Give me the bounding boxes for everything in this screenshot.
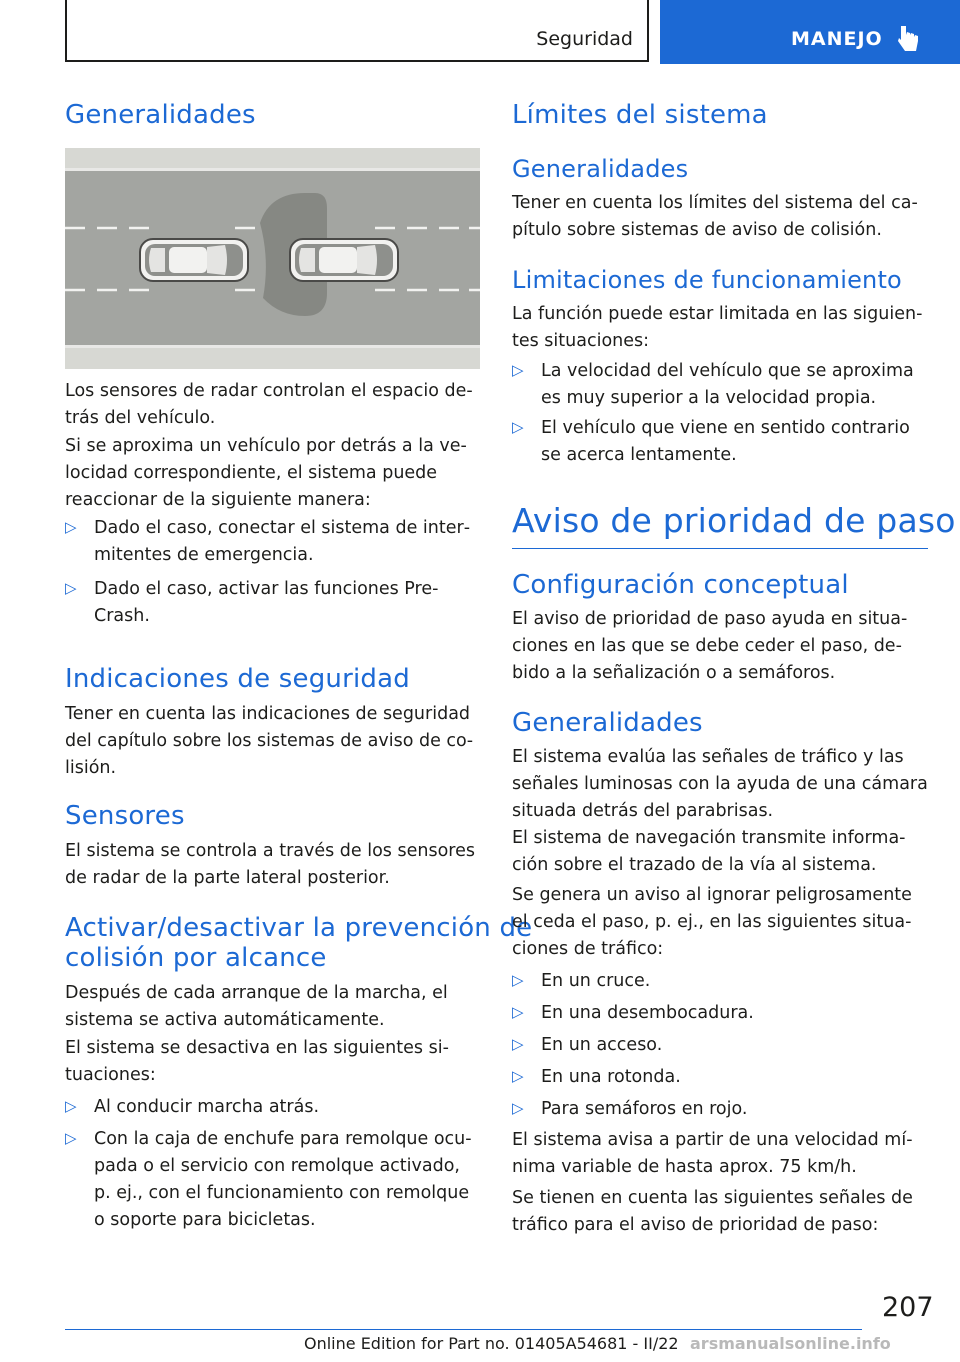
triangle-bullet-icon: ▷ (65, 518, 77, 536)
rear-radar-vehicles-illustration (65, 148, 480, 369)
heading-configuracion: Configuración conceptual (512, 570, 849, 600)
footer-edition: Online Edition for Part no. 01405A54681 - II/22 (304, 1334, 679, 1353)
header-section-title: Seguridad (536, 28, 633, 50)
list-item-text: Dado el caso, activar las funciones Pre-Crash. (94, 579, 439, 626)
triangle-bullet-icon: ▷ (65, 1129, 77, 1147)
chapter-heading-aviso: Aviso de prioridad de paso (512, 501, 956, 540)
rear-vehicle-shape (140, 239, 248, 281)
paragraph: El sistema avisa a partir de una velocidad mínima variable de hasta aprox. 75 km/h. (512, 1130, 913, 1177)
header-tab-label: MANEJO (791, 28, 883, 50)
page-number: 207 (882, 1292, 934, 1323)
paragraph: Si se aproxima un vehículo por detrás a la velocidad correspondiente, el sistema puede reaccionar de la siguiente manera: (65, 436, 467, 510)
triangle-bullet-icon: ▷ (512, 418, 524, 436)
paragraph: El sistema se desactiva en las siguientes situaciones: (65, 1038, 449, 1085)
list-item-text: Dado el caso, conectar el sistema de intermitentes de emergencia. (94, 518, 471, 565)
list-item-text: Al conducir marcha atrás. (94, 1097, 320, 1117)
heading-limitaciones: Limitaciones de funcionamiento (512, 266, 902, 294)
paragraph: Se tienen en cuenta las siguientes señales de tráfico para el aviso de prioridad de paso: (512, 1188, 913, 1235)
triangle-bullet-icon: ▷ (65, 1097, 77, 1115)
heading-generalidades-sub: Generalidades (512, 155, 689, 183)
triangle-bullet-icon: ▷ (512, 361, 524, 379)
triangle-bullet-icon: ▷ (512, 971, 524, 989)
hand-steering-icon (897, 24, 919, 54)
footer-rule (65, 1329, 862, 1330)
paragraph: Tener en cuenta los límites del sistema del capítulo sobre sistemas de aviso de colisión. (512, 193, 918, 240)
list-item-text: En un acceso. (541, 1035, 663, 1055)
list-item-text: El vehículo que viene en sentido contrario se acerca lentamente. (541, 418, 910, 465)
list-item-text: En una rotonda. (541, 1067, 681, 1087)
paragraph: Los sensores de radar controlan el espacio detrás del vehículo. (65, 381, 473, 428)
paragraph: Tener en cuenta las indicaciones de seguridad del capítulo sobre los sistemas de aviso de colisión. (65, 704, 474, 778)
triangle-bullet-icon: ▷ (512, 1099, 524, 1117)
paragraph: La función puede estar limitada en las siguientes situaciones: (512, 304, 923, 351)
own-vehicle-shape (290, 239, 398, 281)
heading-activar-line1: Activar/desactivar la prevención de (65, 913, 533, 943)
heading-limites: Límites del sistema (512, 100, 768, 130)
list-item-text: La velocidad del vehículo que se aproxima es muy superior a la velocidad propia. (541, 361, 914, 408)
triangle-bullet-icon: ▷ (512, 1067, 524, 1085)
paragraph: Después de cada arranque de la marcha, el sistema se activa automáticamente. (65, 983, 448, 1030)
paragraph: El sistema de navegación transmite información sobre el trazado de la vía al sistema. (512, 828, 906, 875)
list-item-text: Para semáforos en rojo. (541, 1099, 748, 1119)
paragraph: Se genera un aviso al ignorar peligrosamente el ceda el paso, p. ej., en las siguientes situaciones de tráfico: (512, 885, 912, 959)
paragraph: El aviso de prioridad de paso ayuda en situaciones en las que se debe ceder el paso, debido a la señalización o a semáforos. (512, 609, 908, 683)
heading-generalidades-2: Generalidades (512, 708, 703, 738)
list-item-text: En un cruce. (541, 971, 651, 991)
paragraph: El sistema se controla a través de los sensores de radar de la parte lateral posterior. (65, 841, 475, 888)
list-item-text: En una desembocadura. (541, 1003, 754, 1023)
heading-sensores: Sensores (65, 801, 185, 831)
heading-generalidades: Generalidades (65, 100, 256, 130)
header-tab-manejo[interactable] (660, 0, 960, 64)
triangle-bullet-icon: ▷ (512, 1035, 524, 1053)
header-section-box (65, 0, 649, 62)
triangle-bullet-icon: ▷ (512, 1003, 524, 1021)
footer-watermark[interactable]: arsmanualsonline.info (690, 1334, 891, 1353)
heading-activar-line2: colisión por alcance (65, 943, 327, 973)
list-item-text: Con la caja de enchufe para remolque ocupada o el servicio con remolque activado, p. ej., con el funcionamiento con remolque o soporte para bicicletas. (94, 1129, 472, 1230)
heading-rule (512, 548, 928, 549)
triangle-bullet-icon: ▷ (65, 579, 77, 597)
paragraph: El sistema evalúa las señales de tráfico y las señales luminosas con la ayuda de una cámara situada detrás del parabrisas. (512, 747, 928, 821)
heading-indicaciones: Indicaciones de seguridad (65, 664, 410, 694)
